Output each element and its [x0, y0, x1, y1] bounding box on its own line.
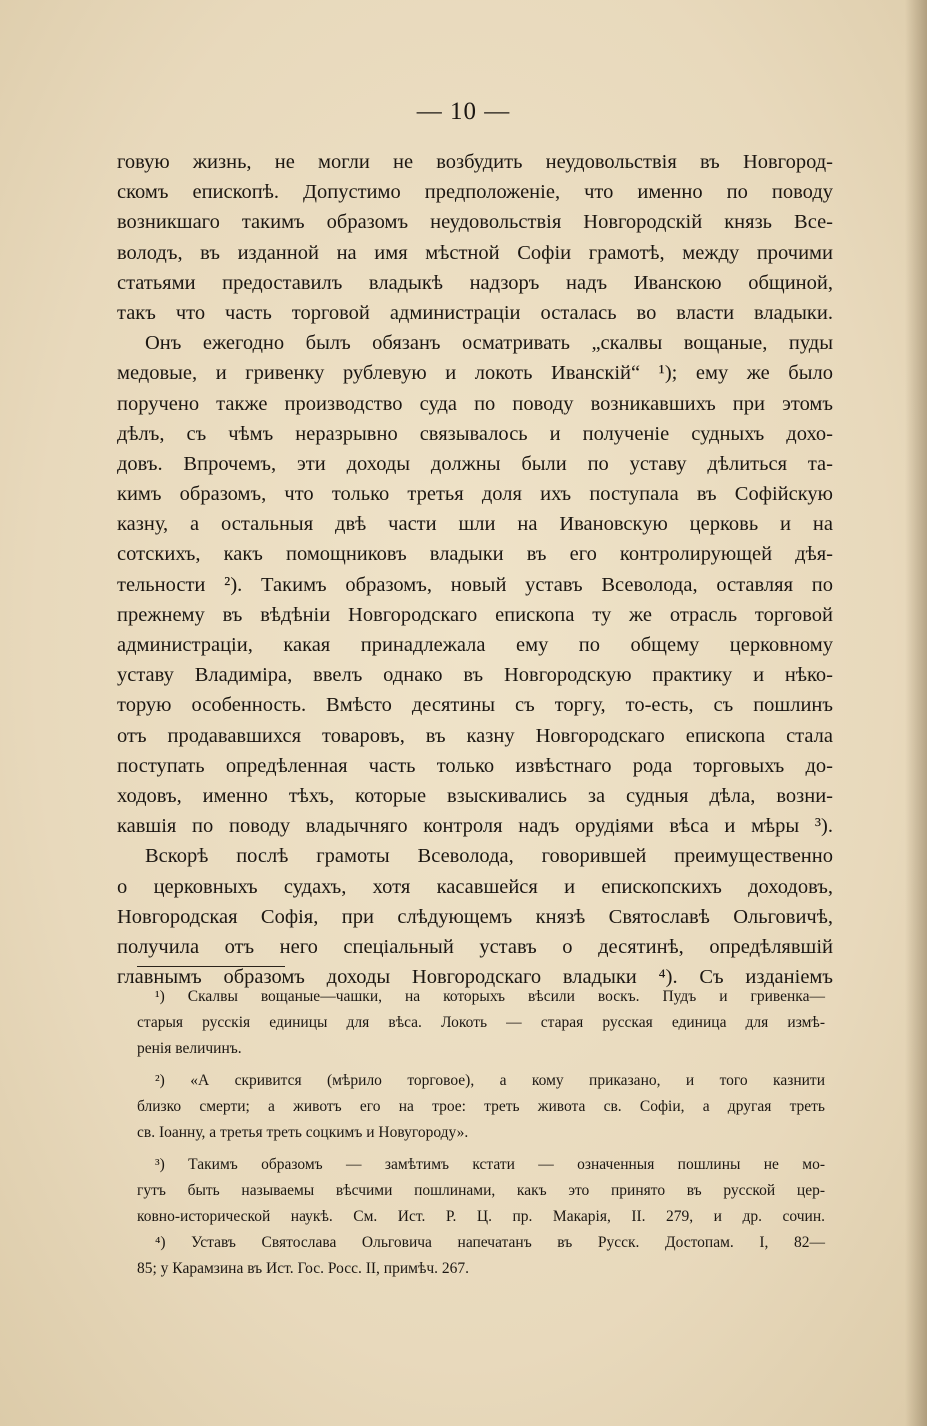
page-edge-shadow [905, 0, 927, 1426]
text-line: возникшаго такимъ образомъ неудовольствія Новгородскій князь Все- [117, 211, 833, 234]
footnote-line: св. Іоанну, а третья треть соцкимъ и Новугороду». [137, 1124, 469, 1141]
footnote-line: ⁴) Уставъ Святослава Ольговича напечатанъ въ Русск. Достопам. I, 82— [155, 1234, 825, 1251]
text-line: ходовъ, именно тѣхъ, которые взыскивались за судныя дѣла, возни- [117, 784, 833, 807]
text-line: статьями предоставилъ владыкѣ надзоръ надъ Иванскою общиной, [117, 271, 833, 294]
footnote-line: гутъ быть называемы вѣсчими пошлинами, какъ это принято въ русской цер- [137, 1182, 825, 1199]
text-line: прежнему въ вѣдѣніи Новгородскаго епископа ту же отрасль торговой [117, 603, 833, 626]
footnote-line: 85; у Карамзина въ Ист. Гос. Росс. II, примѣч. 267. [137, 1260, 470, 1277]
text-line: получила отъ него спеціальный уставъ о десятинѣ, опредѣлявшій [117, 935, 833, 958]
footnote-rule [137, 966, 285, 967]
footnote-line: старыя русскія единицы для вѣса. Локоть — старая русская единица для измѣ- [137, 1014, 825, 1031]
text-line: дѣлъ, съ чѣмъ неразрывно связывалось и полученіе судныхъ дохо- [117, 422, 833, 445]
text-line: скомъ епископѣ. Допустимо предположеніе, что именно по поводу [117, 181, 833, 204]
text-line: главнымъ образомъ доходы Новгородскаго владыки ⁴). Съ изданіемъ [117, 966, 833, 989]
text-line: уставу Владиміра, ввелъ однако въ Новгородскую практику и нѣко- [117, 664, 833, 687]
text-line: володъ, въ изданной на имя мѣстной Софіи грамотѣ, между прочими [117, 241, 833, 264]
text-line: сотскихъ, какъ помощниковъ владыки въ его контролирующей дѣя- [117, 543, 833, 566]
text-line: говую жизнь, не могли не возбудить неудовольствія въ Новгород- [117, 151, 833, 173]
text-line: торую особенность. Вмѣсто десятины съ торгу, то-есть, съ пошлинъ [117, 694, 833, 717]
text-line: кимъ образомъ, что только третья доля ихъ поступала въ Софійскую [117, 483, 833, 506]
text-line: кавшія по поводу владычняго контроля надъ орудіями вѣса и мѣры ³). [117, 815, 833, 838]
text-line: отъ продававшихся товаровъ, въ казну Новгородскаго епископа стала [117, 724, 833, 747]
text-line: Новгородская Софія, при слѣдующемъ князѣ Святославѣ Ольговичѣ, [117, 905, 833, 928]
page-number: — 10 — [416, 98, 511, 125]
text-line: медовые, и гривенку рублевую и локоть Иванскій“ ¹); ему же было [117, 362, 833, 385]
text-line: Вскорѣ послѣ грамоты Всеволода, говорившей преимущественно [145, 845, 833, 868]
footnotes [137, 984, 825, 1282]
text-line: довъ. Впрочемъ, эти доходы должны были по уставу дѣлиться та- [117, 452, 833, 475]
text-line: тельности ²). Такимъ образомъ, новый уставъ Всеволода, оставляя по [117, 573, 833, 596]
text-line: казну, а остальныя двѣ части шли на Ивановскую церковь и на [117, 513, 833, 536]
text-line: такъ что часть торговой администраціи осталась во власти владыки. [117, 301, 833, 324]
footnote-line: ³) Такимъ образомъ — замѣтимъ кстати — означенныя пошлины не мо- [155, 1156, 825, 1173]
footnote-line: ковно-исторической наукѣ. См. Ист. Р. Ц. пр. Макарія, II. 279, и др. сочин. [137, 1208, 825, 1225]
footnote-line: ¹) Скалвы вощаные—чашки, на которыхъ вѣсили воскъ. Пудъ и гривенка— [155, 988, 825, 1005]
main-text [117, 147, 833, 992]
footnote-line: ренія величинъ. [137, 1040, 242, 1057]
text-line: поручено также производство суда по поводу возникавшихъ при этомъ [117, 392, 833, 415]
text-line: администраціи, какая принадлежала ему по общему церковному [117, 634, 833, 656]
footnote-line: близко смерти; а животъ его на трое: треть живота св. Софіи, а другая треть [137, 1098, 825, 1115]
text-line: Онъ ежегодно былъ обязанъ осматривать „скалвы вощаные, пуды [145, 332, 833, 355]
text-line: поступать опредѣленная часть только извѣстнаго рода торговыхъ до- [117, 754, 833, 777]
text-line: о церковныхъ судахъ, хотя касавшейся и епископскихъ доходовъ, [117, 875, 833, 898]
footnote-line: ²) «А скривится (мѣрило торговое), а кому приказано, и того казнити [155, 1072, 825, 1089]
